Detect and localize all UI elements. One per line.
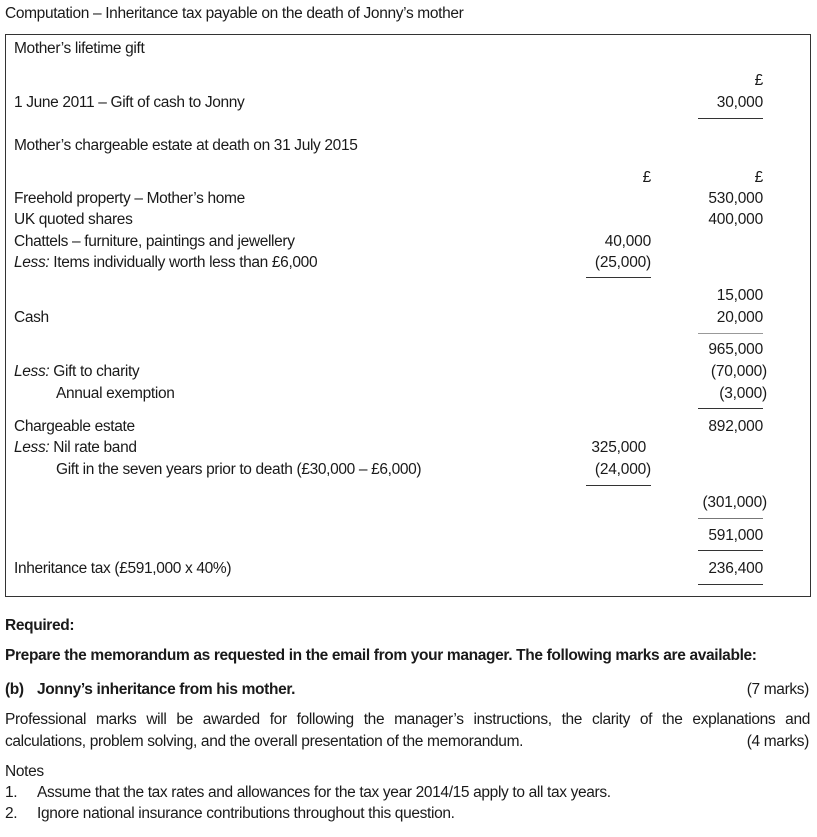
professional-marks: (4 marks) xyxy=(746,733,809,750)
row-label: Annual exemption xyxy=(56,385,175,402)
col1-currency-header: £ xyxy=(642,169,651,186)
row-label: Cash xyxy=(14,309,49,326)
row-label: Chargeable estate xyxy=(14,418,135,435)
note-number: 1. xyxy=(5,784,18,801)
less-prefix: Less: xyxy=(14,254,50,271)
row-value: 892,000 xyxy=(708,418,763,435)
row-label: UK quoted shares xyxy=(14,211,133,228)
row-label-text: Nil rate band xyxy=(53,439,137,456)
row-value: 236,400 xyxy=(708,560,763,577)
row-label-text: Gift to charity xyxy=(53,363,140,380)
currency-header: £ xyxy=(754,72,763,89)
part-b-marks: (7 marks) xyxy=(746,681,809,698)
row-value: 965,000 xyxy=(708,341,763,358)
row-label: Gift in the seven years prior to death (£30,000 – £6,000) xyxy=(56,461,422,478)
row-value: 530,000 xyxy=(708,190,763,207)
row-value: 20,000 xyxy=(716,309,763,326)
less-prefix: Less: xyxy=(14,439,50,456)
row-value: (301,000) xyxy=(702,494,767,511)
row-value: (3,000) xyxy=(719,385,767,402)
total-rule xyxy=(698,584,763,585)
estate-heading: Mother’s chargeable estate at death on 31 July 2015 xyxy=(14,137,358,154)
subtotal-rule xyxy=(698,408,763,409)
row-label: 1 June 2011 – Gift of cash to Jonny xyxy=(14,94,245,111)
row-value: 15,000 xyxy=(716,287,763,304)
subtotal-rule xyxy=(698,333,763,334)
notes-heading: Notes xyxy=(5,763,44,780)
row-label xyxy=(14,254,317,272)
subtotal-rule xyxy=(698,518,763,519)
required-instruction: Prepare the memorandum as requested in the email from your manager. The following marks are available: xyxy=(5,647,757,664)
part-b-label: (b) xyxy=(5,681,24,698)
row-label xyxy=(14,439,137,457)
professional-marks-line2: calculations, problem solving, and the overall presentation of the memorandum. xyxy=(5,733,524,750)
row-value: (25,000) xyxy=(594,254,651,271)
professional-marks-line1: Professional marks will be awarded for following the manager’s instructions, the clarity of the explanations and xyxy=(5,711,810,728)
subtotal-rule xyxy=(586,485,651,486)
row-label xyxy=(14,363,139,381)
col2-currency-header: £ xyxy=(754,169,763,186)
row-value: 325,000 xyxy=(591,439,646,456)
row-value: (24,000) xyxy=(594,461,651,478)
row-value: (70,000) xyxy=(710,363,767,380)
row-label: Inheritance tax (£591,000 x 40%) xyxy=(14,560,232,577)
note-number: 2. xyxy=(5,805,18,822)
row-label: Chattels – furniture, paintings and jewellery xyxy=(14,233,295,250)
row-value: 400,000 xyxy=(708,211,763,228)
note-text: Ignore national insurance contributions throughout this question. xyxy=(37,805,455,822)
subtotal-rule xyxy=(698,118,763,119)
page-title: Computation – Inheritance tax payable on the death of Jonny’s mother xyxy=(5,5,464,22)
row-label: Freehold property – Mother’s home xyxy=(14,190,245,207)
row-value: 40,000 xyxy=(604,233,651,250)
row-value: 30,000 xyxy=(716,94,763,111)
lifetime-gift-heading: Mother’s lifetime gift xyxy=(14,40,145,57)
row-value: 591,000 xyxy=(708,527,763,544)
note-text: Assume that the tax rates and allowances for the tax year 2014/15 apply to all tax years. xyxy=(37,784,611,801)
required-heading: Required: xyxy=(5,617,75,634)
less-prefix: Less: xyxy=(14,363,50,380)
row-label-text: Items individually worth less than £6,000 xyxy=(53,254,318,271)
subtotal-rule xyxy=(698,550,763,551)
part-b-text: Jonny’s inheritance from his mother. xyxy=(37,681,296,698)
subtotal-rule xyxy=(586,277,651,278)
